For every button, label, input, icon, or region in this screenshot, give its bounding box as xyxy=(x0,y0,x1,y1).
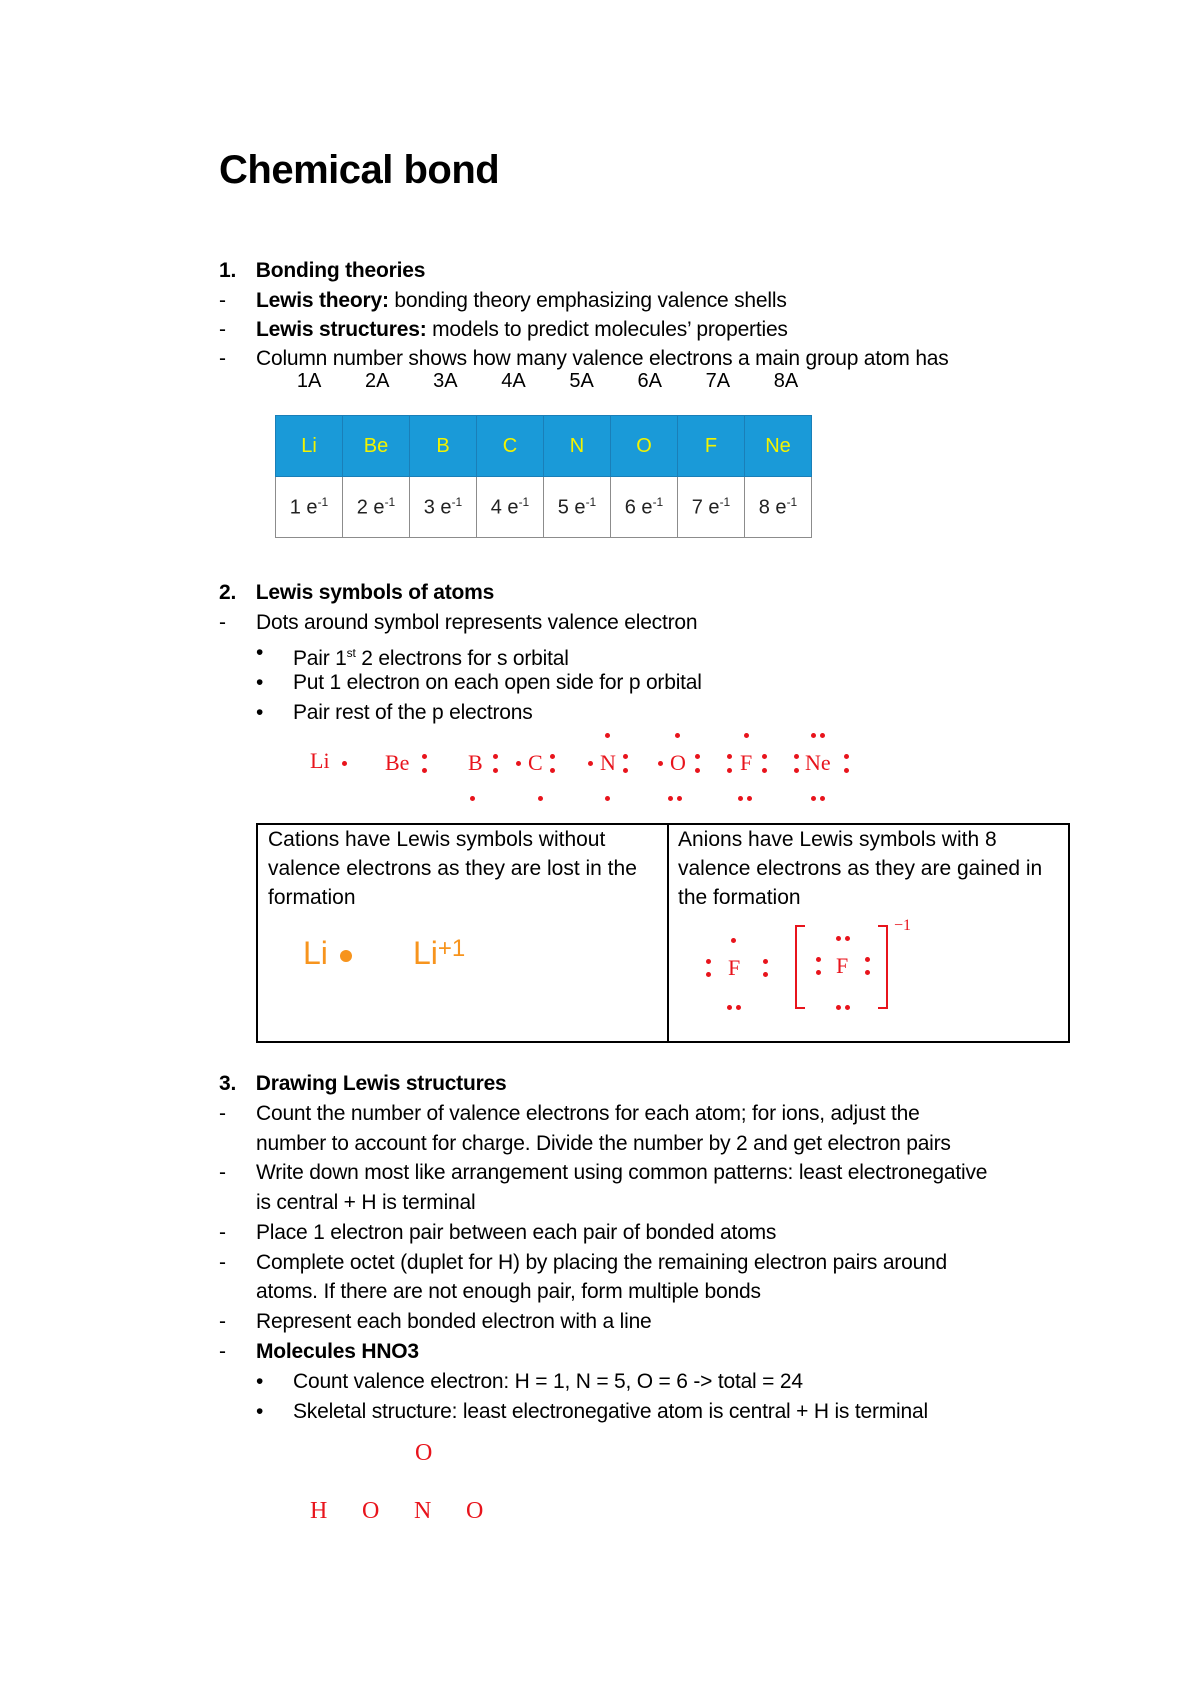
electron-dot xyxy=(422,754,427,759)
list-text: Count the number of valence electrons for each atom; for ions, adjust the xyxy=(256,1102,920,1125)
list-item xyxy=(219,1307,652,1337)
electron-dot xyxy=(422,768,427,773)
group-label: 4A xyxy=(501,370,526,392)
list-item xyxy=(219,1218,777,1248)
electron-dot xyxy=(836,1005,841,1010)
list-item xyxy=(219,1337,419,1367)
electron-dot xyxy=(865,957,870,962)
group-label: 7A xyxy=(705,370,731,392)
electron-cell xyxy=(745,477,812,538)
electron-dot xyxy=(605,733,610,738)
exponent: -1 xyxy=(451,494,463,509)
exponent: -1 xyxy=(719,494,731,509)
element-cell: B xyxy=(410,416,477,477)
anion-description: Anions have Lewis symbols with 8 valence electrons as they are gained in the formation xyxy=(678,828,1043,909)
electron-dot xyxy=(668,796,673,801)
lewis-symbol: C xyxy=(528,750,543,775)
left-bracket xyxy=(795,925,805,1009)
electron-cell xyxy=(544,477,611,538)
group-label: 8A xyxy=(773,370,799,392)
dash-marker: - xyxy=(219,318,226,341)
lewis-symbol: Be xyxy=(385,750,410,775)
bullet-item xyxy=(256,1397,928,1427)
element-cell: O xyxy=(611,416,678,477)
electron-dot xyxy=(762,754,767,759)
electron-dot xyxy=(727,1005,732,1010)
exponent: -1 xyxy=(518,494,530,509)
electron-dot xyxy=(844,768,849,773)
lewis-symbol: B xyxy=(468,750,483,775)
box-divider xyxy=(667,825,669,1041)
electron-dot xyxy=(550,768,555,773)
element-cell: F xyxy=(678,416,745,477)
group-label: 6A xyxy=(637,370,662,392)
electron-dot xyxy=(736,1005,741,1010)
skeleton-atom: H xyxy=(310,1498,328,1524)
ordinal-suffix: st xyxy=(346,646,356,660)
electron-count: 8 e xyxy=(758,496,787,519)
ion-charge: −1 xyxy=(894,917,912,934)
electron-dot xyxy=(340,950,352,962)
exponent: -1 xyxy=(317,494,329,509)
bullet-text: Skeletal structure: least electronegative atom is central + H is terminal xyxy=(293,1400,928,1423)
electron-dot xyxy=(493,754,498,759)
hno3-skeleton xyxy=(300,1440,520,1540)
electron-dot xyxy=(865,970,870,975)
electron-dot xyxy=(762,768,767,773)
electron-dot xyxy=(727,754,732,759)
definition: bonding theory emphasizing valence shells xyxy=(388,289,787,312)
skeleton-atom: O xyxy=(466,1498,484,1524)
dash-marker: - xyxy=(219,1161,226,1184)
list-text: Write down most like arrangement using common patterns: least electronegative xyxy=(256,1161,988,1184)
exponent: -1 xyxy=(652,494,664,509)
exponent: -1 xyxy=(585,494,597,509)
cation-atom-symbol: Li xyxy=(303,935,328,971)
element-cell: N xyxy=(544,416,611,477)
list-text-continued: number to account for charge. Divide the number by 2 and get electron pairs xyxy=(256,1132,951,1155)
bullet-marker: • xyxy=(256,671,264,694)
dash-marker: - xyxy=(219,347,226,370)
section-number: 2. xyxy=(219,581,237,604)
electron-dot xyxy=(550,754,555,759)
term: Lewis structures: xyxy=(256,318,427,341)
list-text: Represent each bonded electron with a line xyxy=(256,1310,652,1333)
electron-dot xyxy=(727,768,732,773)
list-text-continued: is central + H is terminal xyxy=(256,1191,476,1214)
electron-dot xyxy=(811,733,816,738)
electron-dot xyxy=(816,957,821,962)
electron-dot xyxy=(677,796,682,801)
group-label: 1A xyxy=(296,370,322,392)
bullet-text: Pair 1 xyxy=(293,647,347,670)
valence-table xyxy=(275,415,812,538)
electron-cell xyxy=(611,477,678,538)
anion-ion-symbol: F xyxy=(836,953,849,978)
list-item xyxy=(219,344,949,374)
skeleton-atom: O xyxy=(362,1498,380,1524)
electron-dot xyxy=(470,796,475,801)
group-label: 5A xyxy=(569,370,594,392)
electron-dot xyxy=(845,1005,850,1010)
bullet-item xyxy=(256,698,533,728)
term: Lewis theory: xyxy=(256,289,389,312)
lewis-symbol: O xyxy=(670,750,686,775)
bullet-marker: • xyxy=(256,1400,264,1423)
bullet-text: Put 1 electron on each open side for p orbital xyxy=(293,671,702,694)
element-cell: Li xyxy=(276,416,343,477)
list-item xyxy=(219,1158,988,1188)
cation-ion-symbol xyxy=(413,935,465,972)
bullet-item xyxy=(256,1367,803,1397)
cation-description: Cations have Lewis symbols without valence electrons as they are lost in the formation xyxy=(268,828,637,909)
bullet-text: Pair rest of the p electrons xyxy=(293,701,533,724)
electron-dot xyxy=(794,768,799,773)
electron-dot xyxy=(763,972,768,977)
section-2-heading xyxy=(219,578,494,608)
section-number: 3. xyxy=(219,1072,237,1095)
bullet-item xyxy=(256,668,702,698)
element-cell: Be xyxy=(343,416,410,477)
electron-dot xyxy=(588,761,593,766)
electron-cell xyxy=(477,477,544,538)
lewis-symbol: Ne xyxy=(805,750,831,775)
electron-count: 5 e xyxy=(557,496,586,519)
dash-marker: - xyxy=(219,611,226,634)
skeleton-atom: O xyxy=(415,1440,433,1466)
electron-count: 2 e xyxy=(356,496,385,519)
page-title: Chemical bond xyxy=(219,148,500,192)
electron-dot xyxy=(820,733,825,738)
electron-count: 3 e xyxy=(423,496,452,519)
electron-dot xyxy=(794,754,799,759)
bullet-text: 2 electrons for s orbital xyxy=(355,647,569,670)
right-bracket xyxy=(878,925,888,1009)
list-item xyxy=(219,1099,920,1129)
ion-charge: +1 xyxy=(437,935,466,962)
electron-count: 6 e xyxy=(624,496,653,519)
electron-dot xyxy=(658,761,663,766)
molecule-label: Molecules HNO3 xyxy=(256,1340,419,1363)
exponent: -1 xyxy=(384,494,396,509)
electron-dot xyxy=(623,754,628,759)
dash-marker: - xyxy=(219,1340,226,1363)
bullet-marker: • xyxy=(256,701,264,724)
electron-cell xyxy=(410,477,477,538)
lewis-symbol: N xyxy=(600,750,616,775)
section-1-heading xyxy=(219,256,425,286)
dash-marker: - xyxy=(219,1251,226,1274)
list-text: Dots around symbol represents valence electron xyxy=(256,611,698,634)
electron-count: 4 e xyxy=(490,496,519,519)
section-title: Drawing Lewis structures xyxy=(255,1072,507,1095)
electron-dot xyxy=(816,970,821,975)
lewis-symbol: F xyxy=(740,750,753,775)
electron-dot xyxy=(744,733,749,738)
dash-marker: - xyxy=(219,1221,226,1244)
electron-dot xyxy=(675,733,680,738)
electron-dot xyxy=(493,768,498,773)
list-text-continued: atoms. If there are not enough pair, form multiple bonds xyxy=(256,1280,761,1303)
electron-dot xyxy=(820,796,825,801)
bullet-item xyxy=(256,638,569,670)
dash-marker: - xyxy=(219,1102,226,1125)
ion-symbol: Li xyxy=(413,935,438,971)
definition: Column number shows how many valence electrons a main group atom has xyxy=(256,347,949,370)
element-cell: C xyxy=(477,416,544,477)
electron-row xyxy=(276,477,812,538)
bullet-marker: • xyxy=(256,641,264,664)
electron-dot xyxy=(516,761,521,766)
electron-dot xyxy=(695,754,700,759)
electron-dot xyxy=(845,936,850,941)
group-labels xyxy=(275,370,820,393)
definition: models to predict molecules’ properties xyxy=(426,318,788,341)
electron-cell xyxy=(343,477,410,538)
electron-dot xyxy=(738,796,743,801)
list-text: Place 1 electron pair between each pair of bonded atoms xyxy=(256,1221,777,1244)
list-item xyxy=(219,315,788,345)
electron-dot xyxy=(836,936,841,941)
section-number: 1. xyxy=(219,259,237,282)
list-text: Complete octet (duplet for H) by placing the remaining electron pairs around xyxy=(256,1251,948,1274)
lewis-symbol: Li xyxy=(310,748,330,773)
electron-dot xyxy=(538,796,543,801)
group-label: 2A xyxy=(364,370,390,392)
section-3-heading xyxy=(219,1069,507,1099)
section-title: Lewis symbols of atoms xyxy=(255,581,495,604)
symbol-row xyxy=(276,416,812,477)
electron-dot xyxy=(695,768,700,773)
group-label: 3A xyxy=(433,370,458,392)
electron-dot xyxy=(605,796,610,801)
ion-comparison-box xyxy=(256,823,1070,1043)
lewis-symbols-row xyxy=(300,730,900,810)
electron-dot xyxy=(844,754,849,759)
electron-dot xyxy=(706,972,711,977)
electron-count: 1 e xyxy=(289,496,318,519)
list-item xyxy=(219,286,787,316)
bullet-text: Count valence electron: H = 1, N = 5, O = 6 -> total = 24 xyxy=(293,1370,803,1393)
section-title: Bonding theories xyxy=(255,259,426,282)
dash-marker: - xyxy=(219,289,226,312)
electron-cell xyxy=(678,477,745,538)
electron-cell xyxy=(276,477,343,538)
bullet-marker: • xyxy=(256,1370,264,1393)
skeleton-atom: N xyxy=(414,1498,432,1524)
electron-dot xyxy=(342,761,347,766)
element-cell: Ne xyxy=(745,416,812,477)
electron-count: 7 e xyxy=(691,496,720,519)
anion-atom-symbol: F xyxy=(728,955,741,980)
dash-marker: - xyxy=(219,1310,226,1333)
electron-dot xyxy=(811,796,816,801)
electron-dot xyxy=(731,938,736,943)
electron-dot xyxy=(706,959,711,964)
electron-dot xyxy=(747,796,752,801)
electron-dot xyxy=(763,959,768,964)
electron-dot xyxy=(623,768,628,773)
list-item xyxy=(219,608,698,638)
list-item xyxy=(219,1248,948,1278)
exponent: -1 xyxy=(786,494,798,509)
